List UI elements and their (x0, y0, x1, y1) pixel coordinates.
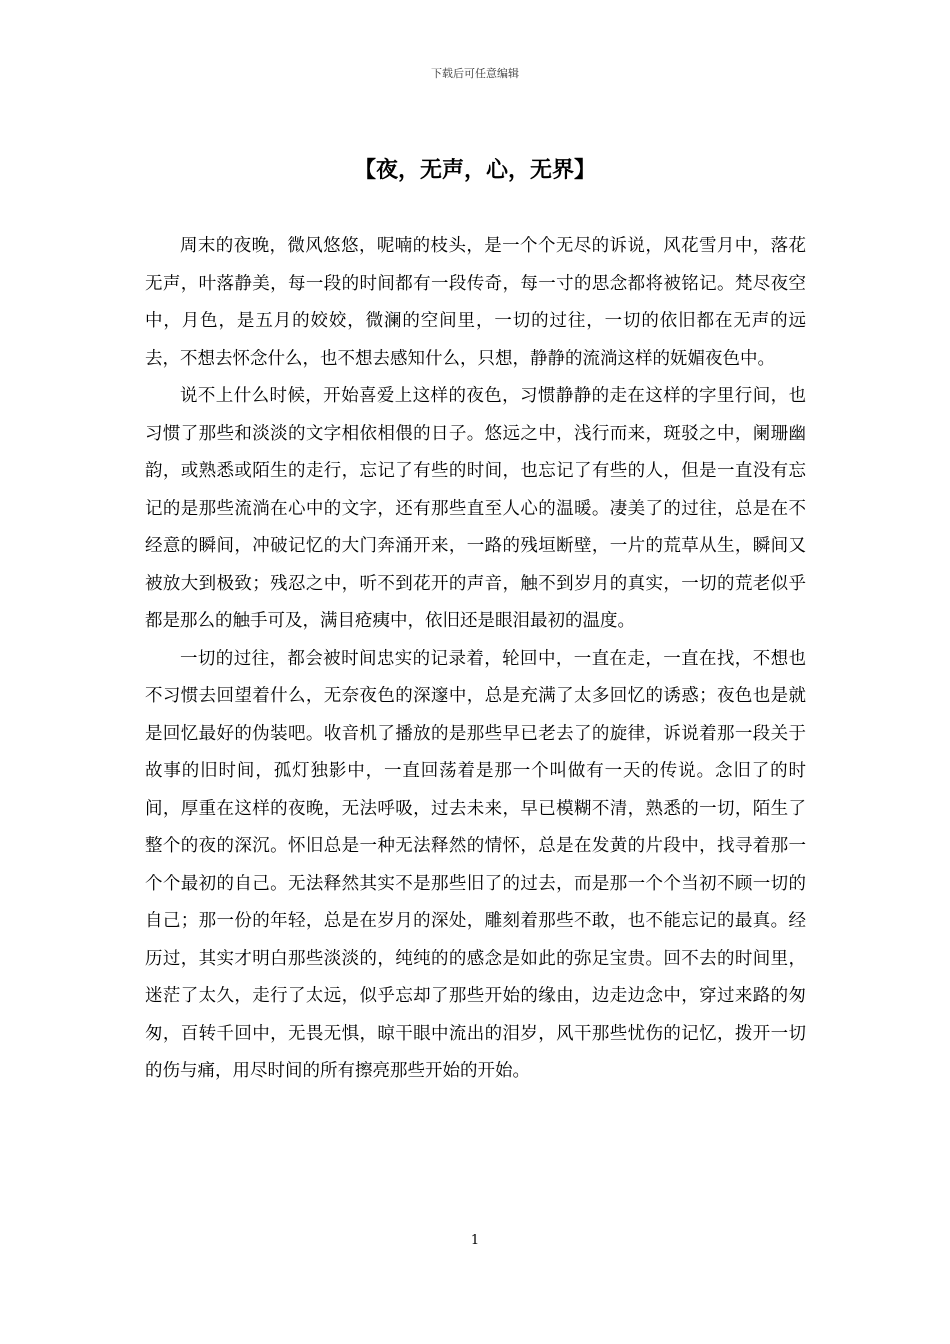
document-body (145, 228, 806, 1091)
page-number: 1 (470, 1233, 480, 1248)
page-header-note: 下载后可任意编辑 (431, 67, 519, 80)
paragraph-3: 一切的过往，都会被时间忠实的记录着，轮回中，一直在走，一直在找，不想也不习惯去回望着什么，无奈夜色的深邃中，总是充满了太多回忆的诱惑；夜色也是就是回忆最好的伪装吧。收音机了播放的是那些早已老去了的旋律，诉说着那一段关于故事的旧时间，孤灯独影中，一直回荡着是那一个叫做有一天的传说。念旧了的时间，厚重在这样的夜晚，无法呼吸，过去未来，早已模糊不清，熟悉的一切，陌生了整个的夜的深沉。怀旧总是一种无法释然的情怀，总是在发黄的片段中，找寻着那一个个最初的自己。无法释然其实不是那些旧了的过去，而是那一个个当初不顾一切的自己；那一份的年轻，总是在岁月的深处，雕刻着那些不敢，也不能忘记的最真。经历过，其实才明白那些淡淡的，纯纯的的感念是如此的弥足宝贵。回不去的时间里，迷茫了太久，走行了太远，似乎忘却了那些开始的缘由，边走边念中，穿过来路的匆匆，百转千回中，无畏无惧，晾干眼中流出的泪岁，风干那些忧伤的记忆，拨开一切的伤与痛，用尽时间的所有擦亮那些开始的开始。 (145, 648, 806, 1081)
paragraph-2: 说不上什么时候，开始喜爱上这样的夜色，习惯静静的走在这样的字里行间，也习惯了那些和淡淡的文字相依相偎的日子。悠远之中，浅行而来，斑驳之中，阑珊幽韵，或熟悉或陌生的走行，忘记了有些的时间，也忘记了有些的人，但是一直没有忘记的是那些流淌在心中的文字，还有那些直至人心的温暖。凄美了的过往，总是在不经意的瞬间，冲破记忆的大门奔涌开来，一路的残垣断壁，一片的荒草从生，瞬间又被放大到极致；残忍之中，听不到花开的声音，触不到岁月的真实，一切的荒老似乎都是那么的触手可及，满目疮痍中，依旧还是眼泪最初的温度。 (145, 386, 806, 631)
paragraph-1: 周末的夜晚，微风悠悠，呢喃的枝头，是一个个无尽的诉说，风花雪月中，落花无声，叶落静美，每一段的时间都有一段传奇，每一寸的思念都将被铭记。梵尽夜空中，月色，是五月的姣姣，微澜的空间里，一切的过往，一切的依旧都在无声的远去，不想去怀念什么，也不想去感知什么，只想，静静的流淌这样的妩媚夜色中。 (145, 236, 806, 369)
document-title: 【夜，无声，心，无界】 (353, 157, 596, 183)
